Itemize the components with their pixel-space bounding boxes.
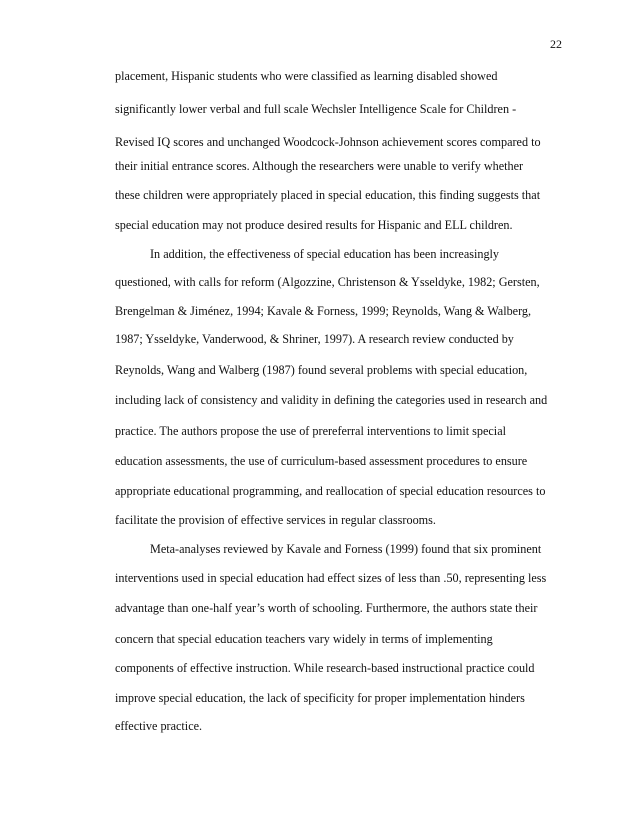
paragraph-line: questioned, with calls for reform (Algozzine, Christenson & Ysseldyke, 1982; Gersten, [115, 275, 540, 289]
paragraph-line: significantly lower verbal and full scale Wechsler Intelligence Scale for Children - [115, 102, 517, 116]
paragraph-line: including lack of consistency and validity in defining the categories used in research and [115, 393, 548, 407]
paragraph-line: education assessments, the use of curriculum-based assessment procedures to ensure [115, 454, 528, 468]
paragraph-line: Brengelman & Jiménez, 1994; Kavale & Forness, 1999; Reynolds, Wang & Walberg, [115, 304, 532, 318]
paragraph-line: improve special education, the lack of specificity for proper implementation hinders [115, 691, 525, 705]
paragraph-line: appropriate educational programming, and reallocation of special education resources to [115, 484, 546, 498]
paragraph-line: In addition, the effectiveness of special education has been increasingly [150, 247, 500, 261]
paragraph-line: Meta-analyses reviewed by Kavale and Forness (1999) found that six prominent [150, 542, 542, 556]
paragraph-line: their initial entrance scores. Although the researchers were unable to verify whether [115, 159, 524, 173]
paragraph-line: Reynolds, Wang and Walberg (1987) found several problems with special education, [115, 363, 528, 377]
paragraph-line: concern that special education teachers vary widely in terms of implementing [115, 632, 493, 646]
paragraph-line: Revised IQ scores and unchanged Woodcock-Johnson achievement scores compared to [115, 135, 541, 149]
paragraph-line: these children were appropriately placed in special education, this finding suggests that [115, 188, 541, 202]
paragraph-line: special education may not produce desired results for Hispanic and ELL children. [115, 218, 513, 232]
paragraph-line: placement, Hispanic students who were classified as learning disabled showed [115, 69, 498, 83]
paragraph-line: 1987; Ysseldyke, Vanderwood, & Shriner, 1997). A research review conducted by [115, 332, 514, 346]
page-number: 22 [550, 37, 562, 51]
paragraph-line: components of effective instruction. While research-based instructional practice could [115, 661, 535, 675]
paragraph-line: facilitate the provision of effective services in regular classrooms. [115, 513, 436, 527]
paragraph-line: advantage than one-half year’s worth of schooling. Furthermore, the authors state their [115, 601, 538, 615]
paragraph-line: practice. The authors propose the use of prereferral interventions to limit special [115, 424, 506, 438]
paragraph-line: interventions used in special education had effect sizes of less than .50, representing less [115, 571, 547, 585]
paragraph-line: effective practice. [115, 719, 203, 733]
